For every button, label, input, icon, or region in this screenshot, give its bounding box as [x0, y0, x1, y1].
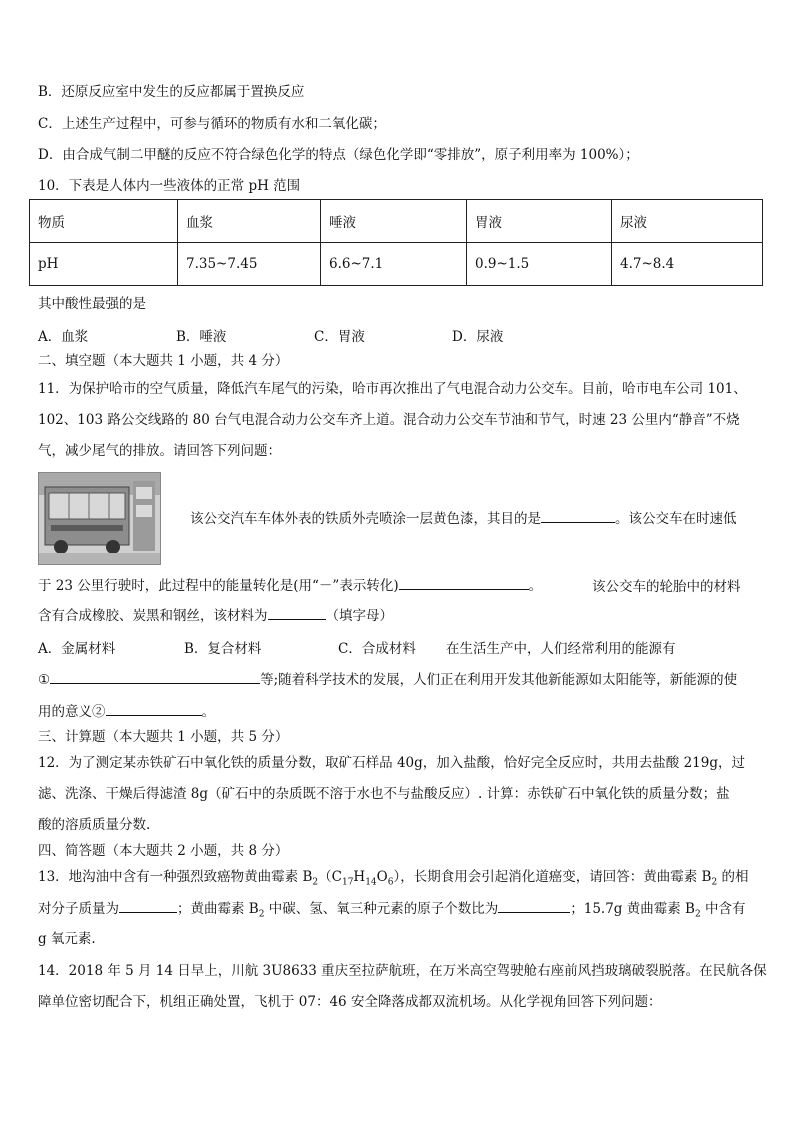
q11-text: 在生活生产中，人们经常利用的能源有 — [446, 641, 676, 657]
table-cell: 0.9~1.5 — [467, 243, 612, 286]
table-header-row — [30, 200, 763, 243]
q11-text: 该公交车的轮胎中的材料 — [592, 579, 741, 595]
q10-option-d: D．尿液 — [452, 329, 504, 345]
subscript: 6 — [387, 877, 394, 888]
answer-blank[interactable] — [50, 669, 260, 684]
q13-line-2 — [38, 898, 746, 925]
q11-text: ① — [38, 672, 51, 688]
q11-line-6 — [38, 605, 393, 626]
q9-option-d: D．由合成气制二甲醚的反应不符合绿色化学的特点（绿色化学即“零排放”，原子利用率为 100%）； — [38, 147, 639, 163]
q13-text: 中碳、氢、氧三种元素的原子个数比为 — [264, 901, 499, 917]
table-cell: 6.6~7.1 — [321, 243, 467, 286]
q11-text: 该公交汽车车体外表的铁质外壳喷涂一层黄色漆，其目的是 — [190, 511, 541, 527]
q13-text: ），长期食用会引起消化道癌变，请回答：黄曲霉素 B — [393, 869, 712, 885]
q11-line-2: 102、103 路公交线路的 80 台气电混合动力公交车齐上道。混合动力公交车节油和节气，时速 23 公里内“静音”不烧 — [38, 412, 740, 428]
q11-option-a: A．金属材料 — [38, 641, 116, 657]
q11-line-9 — [38, 701, 215, 722]
q12-line-2: 滤、洗涤、干燥后得滤渣 8g（矿石中的杂质既不溶于水也不与盐酸反应）. 计算：赤铁矿石中氧化铁的质量分数；盐 — [38, 786, 730, 802]
section-2-heading: 二、填空题（本大题共 1 小题，共 4 分） — [38, 353, 289, 369]
q10-stem: 10．下表是人体内一些液体的正常 pH 范围 — [38, 178, 301, 194]
q13-text: 的相 — [717, 869, 749, 885]
table-cell: 唾液 — [321, 200, 467, 243]
q13-text: ；黄曲霉素 B — [177, 901, 259, 917]
table-cell: 物质 — [30, 200, 178, 243]
answer-blank[interactable] — [268, 605, 326, 620]
table-row — [30, 243, 763, 286]
section-4-heading: 四、简答题（本大题共 2 小题，共 8 分） — [38, 843, 289, 859]
subscript: 2 — [711, 877, 718, 888]
q11-option-b: B．复合材料 — [184, 641, 262, 657]
q13-text: ；15.7g 黄曲霉素 B — [570, 901, 695, 917]
answer-blank[interactable] — [106, 701, 202, 716]
section-3-heading: 三、计算题（本大题共 1 小题，共 5 分） — [38, 729, 289, 745]
q11-line-8 — [38, 669, 737, 690]
table-cell: 胃液 — [467, 200, 612, 243]
q11-text: 。 — [528, 578, 543, 594]
q13-text: 对分子质量为 — [38, 901, 119, 917]
q11-text: 于 23 公里行驶时，此过程中的能量转化是(用“－”表示转化) — [38, 578, 399, 594]
q12-line-3: 酸的溶质质量分数. — [38, 817, 151, 833]
q14-line-2: 障单位密切配合下，机组正确处置，飞机于 07：46 安全降落成都双流机场。从化学视角回答下列问题： — [38, 994, 662, 1010]
q11-text: 含有合成橡胶、炭黑和钢丝，该材料为 — [38, 608, 268, 624]
q11-line-5 — [38, 575, 542, 596]
q10-option-a: A．血浆 — [38, 329, 89, 345]
answer-blank[interactable] — [119, 898, 177, 913]
q10-option-b: B．唾液 — [176, 329, 227, 345]
q11-text: 。该公交车在时速低 — [615, 511, 737, 527]
q11-text: 。 — [201, 704, 215, 720]
q9-option-b: B．还原反应室中发生的反应都属于置换反应 — [38, 84, 305, 100]
q11-text: 用的意义② — [38, 704, 106, 720]
subscript: 2 — [694, 909, 701, 920]
q10-question: 其中酸性最强的是 — [38, 296, 146, 312]
table-cell: 血浆 — [178, 200, 321, 243]
q13-text: 13．地沟油中含有一种强烈致癌物黄曲霉素 B — [38, 869, 313, 885]
subscript: 2 — [312, 877, 319, 888]
q13-text: 中含有 — [700, 901, 746, 917]
bus-photo — [38, 472, 161, 565]
bus-image — [39, 473, 160, 564]
subscript: 2 — [258, 909, 265, 920]
subscript: 14 — [365, 877, 377, 888]
q13-line-3: g 氧元素. — [38, 931, 96, 947]
q14-line-1: 14．2018 年 5 月 14 日早上，川航 3U8633 重庆至拉萨航班，在万米高空驾驶舱右座前风挡玻璃破裂脱落。在民航各保 — [38, 963, 767, 979]
ph-table — [29, 199, 763, 286]
q11-line-3: 气，减少尾气的排放。请回答下列问题： — [38, 443, 281, 459]
table-cell: pH — [30, 243, 178, 286]
q9-option-c: C．上述生产过程中，可参与循环的物质有水和二氧化碳； — [38, 116, 386, 132]
q13-line-1 — [38, 867, 748, 893]
q13-text: H — [353, 869, 366, 885]
q11-option-c: C．合成材料 — [338, 641, 416, 657]
table-cell: 尿液 — [612, 200, 763, 243]
q10-option-c: C．胃液 — [314, 329, 365, 345]
q11-text: （填字母） — [325, 608, 393, 624]
q11-beside-image — [190, 507, 737, 527]
q13-text: O — [376, 869, 388, 885]
answer-blank[interactable] — [399, 575, 529, 590]
q11-line-1: 11．为保护哈市的空气质量，降低汽车尾气的污染，哈市再次推出了气电混合动力公交车。目前，哈市电车公司 101、 — [38, 381, 747, 397]
answer-blank[interactable] — [541, 508, 615, 523]
q13-text: （C — [318, 869, 342, 885]
table-cell: 4.7~8.4 — [612, 243, 763, 286]
table-cell: 7.35~7.45 — [178, 243, 321, 286]
subscript: 17 — [341, 877, 354, 888]
q12-line-1: 12．为了测定某赤铁矿石中氧化铁的质量分数，取矿石样品 40g，加入盐酸，恰好完全反应时，共用去盐酸 219g，过 — [38, 755, 745, 771]
q11-text: 等;随着科学技术的发展，人们正在利用开发其他新能源如太阳能等，新能源的使 — [260, 672, 738, 688]
answer-blank[interactable] — [498, 898, 570, 913]
